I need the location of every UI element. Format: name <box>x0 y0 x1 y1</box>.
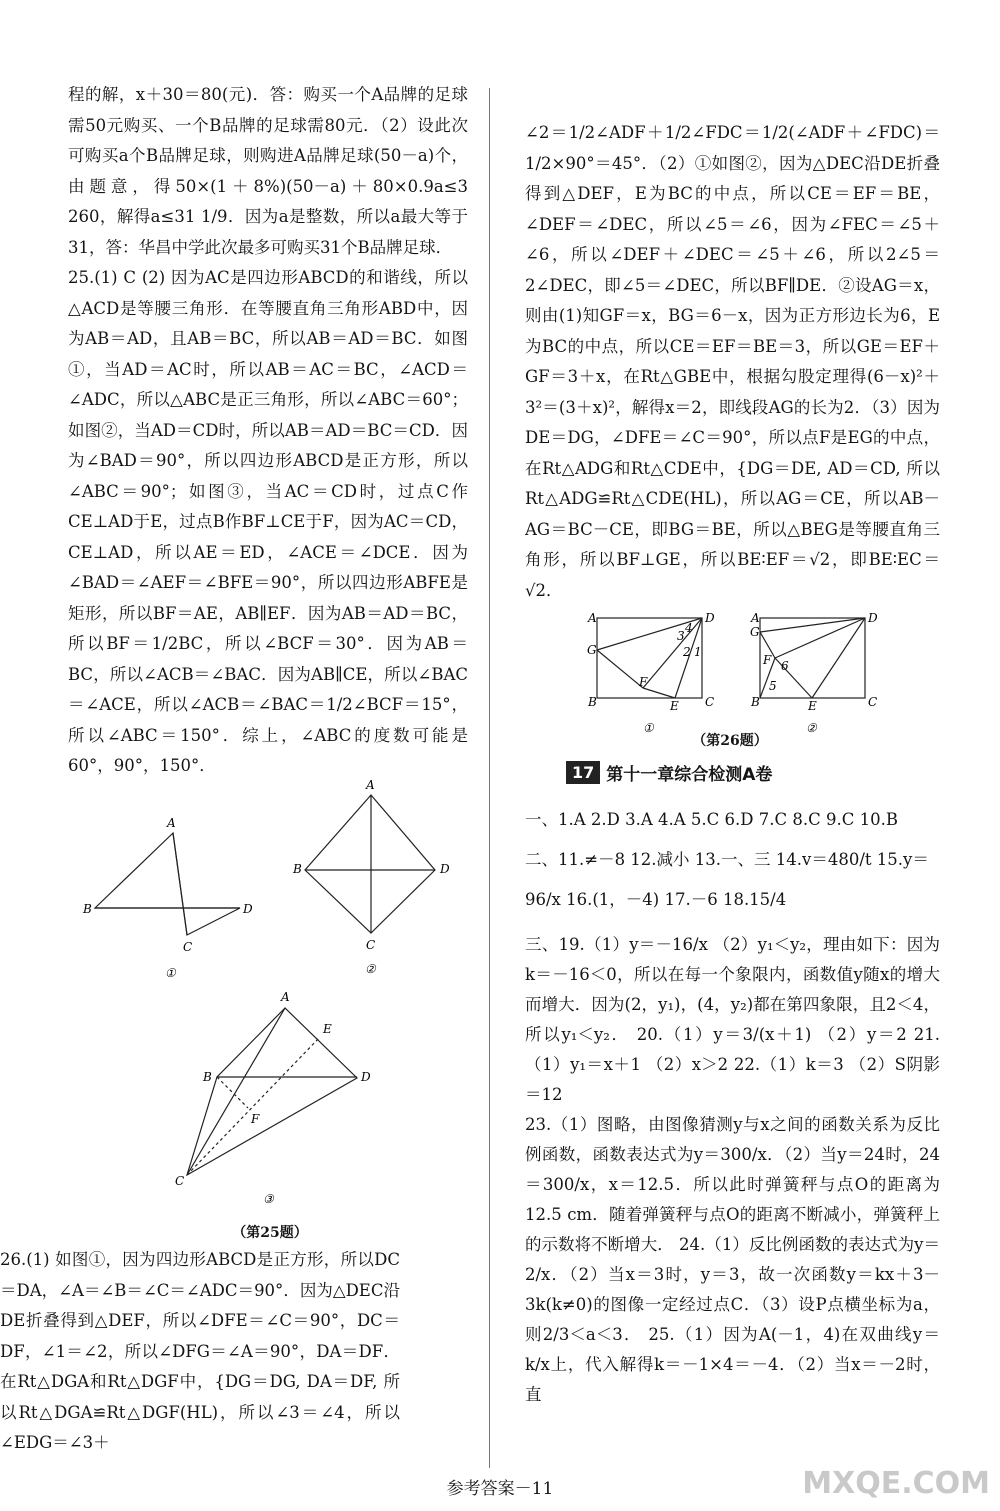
fig26-label-B2: B <box>751 695 760 709</box>
fig26-circle-2: ② <box>806 721 817 735</box>
figure-25-caption: （第25题） <box>232 1225 308 1241</box>
answer-paragraph: ∠2＝1/2∠ADF＋1/2∠FDC＝1/2(∠ADF＋∠FDC)＝1/2×90°＝45°．（2）①如图②，因为△DEC沿DE折叠得到△DEF，E为BC的中点，所以CE＝EF＝BE，∠DEF＝∠DEC，所以∠5＝∠6，因为∠FEC＝∠5＋∠6，所以∠DEF＋∠DEC＝∠5＋∠6，所以2∠5＝2∠DEC，即∠5＝∠DEC，所以BF∥DE．②设AG＝x，则由(1)知GF＝x，BG＝6－x，因为正方形边长为6，E为BC的中点，所以CE＝EF＝BE＝3，所以GE＝EF＋GF＝3＋x，在Rt△GBE中，根据勾股定理得(6－x)²＋3²＝(3＋x)²，解得x＝2，即线段AG的长为2．（3）因为DE＝DG，∠DFE＝∠C＝90°，所以点F是EG的中点，在Rt△ADG和Rt△CDE中，{DG＝DE, AD＝CD, 所以Rt△ADG≌Rt△CDE(HL)，所以AG＝CE，所以AB－AG＝BC－CE，即BG＝BE，所以△BEG是等腰直角三角形，所以BF⊥GE，所以BE∶EF＝√2，即BE∶EC＝√2． <box>525 123 940 600</box>
fig26-label-C2: C <box>868 695 878 709</box>
fig26-num-5: 5 <box>769 679 777 693</box>
answer-paragraph: 程的解，x＋30＝80(元)．答：购买一个A品牌的足球需50元购买、一个B品牌的足球需80元．（2）设此次可购买a个B品牌足球，则购进A品牌足球(50－a)个，由题意，得50×(1＋8%)(50－a)＋80×0.9a≤3 260，解得a≤31 1/9．因为a是整数，所以a最大等于31，答：华昌中学此次最多可购买31个B品牌足球． <box>68 85 468 257</box>
fig25-label-D3: D <box>361 1070 371 1084</box>
fig26-num-1: 1 <box>694 645 702 659</box>
fig26-label-C1: C <box>705 695 715 709</box>
figure-26-caption: （第26题） <box>692 733 768 749</box>
chapter-title: 第十一章综合检测A卷 <box>606 764 773 785</box>
fig26-label-F1: F <box>639 675 648 689</box>
right-column <box>525 118 940 606</box>
fig25-label-B2: B <box>293 862 302 876</box>
fig26-label-A2: A <box>751 611 760 625</box>
fig26-label-F2: F <box>763 653 772 667</box>
answer-paragraph: 26.(1) 如图①，因为四边形ABCD是正方形，所以DC＝DA，∠A＝∠B＝∠C＝∠ADC＝90°．因为△DEC沿DE折叠得到△DEF，所以∠DFE＝∠C＝90°，DC＝DF，∠1＝∠2，所以∠DFG＝∠A＝90°，DA＝DF．在Rt△DGA和Rt△DGF中，{DG＝DG, DA＝DF, 所以Rt△DGA≌Rt△DGF(HL)，所以∠3＝∠4，所以∠EDG＝∠3＋ <box>0 1250 400 1452</box>
left-column <box>68 80 468 782</box>
chapter-number: 17 <box>566 761 600 784</box>
answers-choice: 一、1.A 2.D 3.A 4.A 5.C 6.D 7.C 8.C 9.C 10.B <box>525 810 898 829</box>
chapter-heading <box>566 756 772 788</box>
fig26-label-B1: B <box>588 695 597 709</box>
fig25-label-B1: B <box>83 902 92 916</box>
fig25-label-A3: A <box>281 990 290 1004</box>
answer-paragraph: 25.(1) C (2) 因为AC是四边形ABCD的和谐线，所以△ACD是等腰三角形．在等腰直角三角形ABD中，因为AB＝AD，且AB＝BC，所以AB＝AD＝BC．如图①，当AD＝AC时，所以AB＝AC＝BC，∠ACD＝∠ADC，所以△ABC是正三角形，所以∠ABC＝60°；如图②，当AD＝CD时，所以AB＝AD＝BC＝CD．因为∠BAD＝90°，所以四边形ABCD是正方形，所以∠ABC＝90°；如图③，当AC＝CD时，过点C作CE⊥AD于E，过点B作BF⊥CE于F，因为AC＝CD，CE⊥AD，所以AE＝ED，∠ACE＝∠DCE．因为∠BAD＝∠AEF＝∠BFE＝90°，所以四边形ABFE是矩形，所以BF＝AE，AB∥EF．因为AB＝AD＝BC，所以BF＝1/2BC，所以∠BCF＝30°．因为AB＝BC，所以∠ACB＝∠BAC．因为AB∥CE，所以∠BAC＝∠ACE，所以∠ACB＝∠BAC＝1/2∠BCF＝15°，所以∠ABC＝150°．综上，∠ABC的度数可能是60°，90°，150°． <box>68 268 468 775</box>
left-bottom-text <box>0 1245 400 1459</box>
fig26-num-2: 2 <box>683 645 691 659</box>
fig26-label-E2: E <box>808 699 817 713</box>
column-divider <box>489 88 490 1468</box>
answers-section <box>525 800 940 920</box>
fig25-label-E3: E <box>323 1022 332 1036</box>
fig26-label-A1: A <box>588 611 597 625</box>
fig26-num-6: 6 <box>781 659 789 673</box>
fig26-circle-1: ① <box>643 721 654 735</box>
fig25-num-1: ① <box>165 966 176 980</box>
fig26-label-D1: D <box>705 611 715 625</box>
fig25-label-B3: B <box>203 1070 212 1084</box>
fig25-num-3: ③ <box>263 1192 274 1205</box>
fig26-label-E1: E <box>670 699 679 713</box>
fig25-label-D1: D <box>243 902 253 916</box>
fig26-label-G1: G <box>587 643 597 657</box>
fig26-num-3: 3 <box>677 629 685 643</box>
fig25-label-F3: F <box>251 1112 260 1126</box>
fig26-label-G2: G <box>750 625 760 639</box>
figure-26 <box>585 610 895 740</box>
fig25-label-A1: A <box>167 816 176 830</box>
fig25-label-C2: C <box>366 938 376 952</box>
fig26-label-D2: D <box>868 611 878 625</box>
answer-paragraph: 三、19.（1）y＝－16/x （2）y₁＜y₂，理由如下：因为k＝－16＜0，所以在每一个象限内，函数值y随x的增大而增大．因为(2，y₁)，(4，y₂)都在第四象限，且2＜4，所以y₁＜y₂． 20.（1）y＝3/(x＋1) （2）y＝2 21.（1）y₁＝x＋1 （2）x＞2 22.（1）k＝3 （2）S阴影＝12 <box>525 935 940 1104</box>
answers-fill: 二、11.≠－8 12.减小 13.一、三 14.v＝480/t 15.y＝96/x 16.(1，－4) 17.－6 18.15/4 <box>525 850 929 909</box>
fig26-num-4: 4 <box>685 621 693 635</box>
answers-solutions <box>525 930 940 1410</box>
fig25-num-2: ② <box>365 962 376 976</box>
answer-paragraph: 23.（1）图略，由图像猜测y与x之间的函数关系为反比例函数，函数表达式为y＝300/x．（2）当y＝24时，24＝300/x，x＝12.5．所以此时弹簧秤与点O的距离为12.5 cm．随着弹簧秤与点O的距离不断减小，弹簧秤上的示数将不断增大． 24.（1）反比例函数的表达式为y＝2/x．（2）当x＝3时，y＝3，故一次函数y＝kx＋3－3k(k≠0)的图像一定经过点C．（3）设P点横坐标为a，则2/3＜a＜3． 25.（1）因为A(－1，4)在双曲线y＝k/x上，代入解得k＝－1×4＝－4．（2）当x＝－2时，直 <box>525 1115 940 1404</box>
page-footer: 参考答案－11 <box>446 1479 554 1499</box>
watermark: MXQE.COM <box>802 1466 990 1501</box>
figure-25 <box>75 775 475 1205</box>
fig25-label-A2: A <box>366 778 375 792</box>
fig25-label-C3: C <box>175 1174 185 1188</box>
fig25-label-D2: D <box>440 862 450 876</box>
fig25-label-C1: C <box>183 940 193 954</box>
